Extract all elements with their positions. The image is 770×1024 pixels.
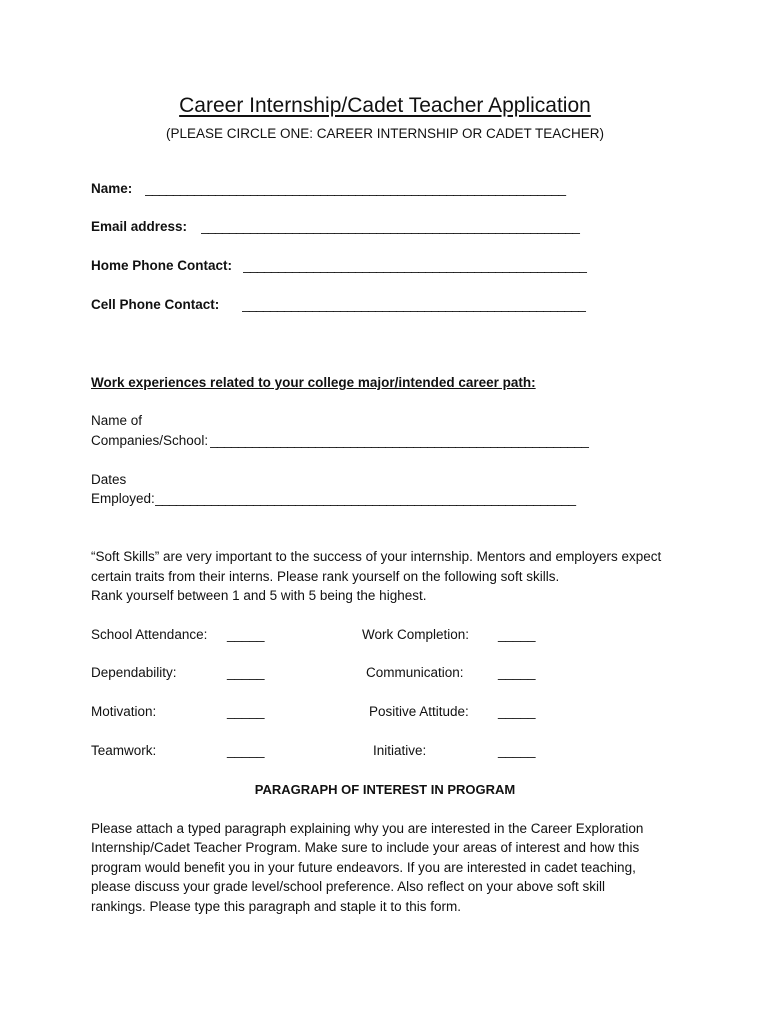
skill-rank-work-completion[interactable]: _____: [498, 627, 536, 642]
paragraph-instructions-line3: program would benefit you in your future endeavors. If you are interested in cadet teaching,: [91, 860, 636, 875]
skill-label-motivation: Motivation:: [91, 704, 157, 719]
skill-label-communication: Communication:: [366, 665, 464, 680]
skill-label-dependability: Dependability:: [91, 665, 177, 680]
form-subtitle: (PLEASE CIRCLE ONE: CAREER INTERNSHIP OR CADET TEACHER): [165, 126, 605, 141]
skill-rank-positive-attitude[interactable]: _____: [498, 704, 536, 719]
work-experience-heading: Work experiences related to your college major/intended career path:: [91, 375, 536, 390]
skill-label-positive-attitude: Positive Attitude:: [369, 704, 469, 719]
paragraph-of-interest-heading: PARAGRAPH OF INTEREST IN PROGRAM: [254, 782, 516, 797]
companies-field[interactable]: ______________________________________________________: [210, 433, 589, 448]
skill-label-teamwork: Teamwork:: [91, 743, 157, 758]
name-label: Name:: [91, 181, 133, 196]
dates-label-line1: Dates: [91, 472, 127, 487]
skill-rank-teamwork[interactable]: _____: [227, 743, 265, 758]
dates-label-line2: Employed:: [91, 491, 155, 506]
soft-skills-intro-line1: “Soft Skills” are very important to the success of your internship. Mentors and employers expect: [91, 549, 662, 564]
name-field[interactable]: ____________________________________________________________: [145, 181, 566, 196]
email-label: Email address:: [91, 219, 188, 234]
cell-phone-label: Cell Phone Contact:: [91, 297, 220, 312]
skill-rank-dependability[interactable]: _____: [227, 665, 265, 680]
paragraph-instructions-line2: Internship/Cadet Teacher Program. Make sure to include your areas of interest and how this: [91, 840, 640, 855]
dates-field[interactable]: ____________________________________________________________: [155, 491, 576, 506]
cell-phone-field[interactable]: _________________________________________________: [242, 297, 586, 312]
form-title: Career Internship/Cadet Teacher Application: [179, 94, 591, 117]
paragraph-instructions-line1: Please attach a typed paragraph explaining why you are interested in the Career Exploration: [91, 821, 644, 836]
skill-label-work-completion: Work Completion:: [362, 627, 470, 642]
skill-rank-school-attendance[interactable]: _____: [227, 627, 265, 642]
paragraph-instructions-line4: please discuss your grade level/school preference. Also reflect on your above soft skill: [91, 879, 606, 894]
home-phone-field[interactable]: _________________________________________________: [243, 258, 587, 273]
skill-rank-initiative[interactable]: _____: [498, 743, 536, 758]
email-field[interactable]: ______________________________________________________: [201, 219, 580, 234]
skill-rank-motivation[interactable]: _____: [227, 704, 265, 719]
home-phone-label: Home Phone Contact:: [91, 258, 233, 273]
skill-rank-communication[interactable]: _____: [498, 665, 536, 680]
skill-label-school-attendance: School Attendance:: [91, 627, 208, 642]
companies-label-line2: Companies/School:: [91, 433, 209, 448]
paragraph-instructions-line5: rankings. Please type this paragraph and staple it to this form.: [91, 899, 461, 914]
soft-skills-intro-line3: Rank yourself between 1 and 5 with 5 being the highest.: [91, 588, 427, 603]
soft-skills-intro-line2: certain traits from their interns. Please rank yourself on the following soft skills.: [91, 569, 560, 584]
companies-label-line1: Name of: [91, 413, 143, 428]
skill-label-initiative: Initiative:: [373, 743, 427, 758]
